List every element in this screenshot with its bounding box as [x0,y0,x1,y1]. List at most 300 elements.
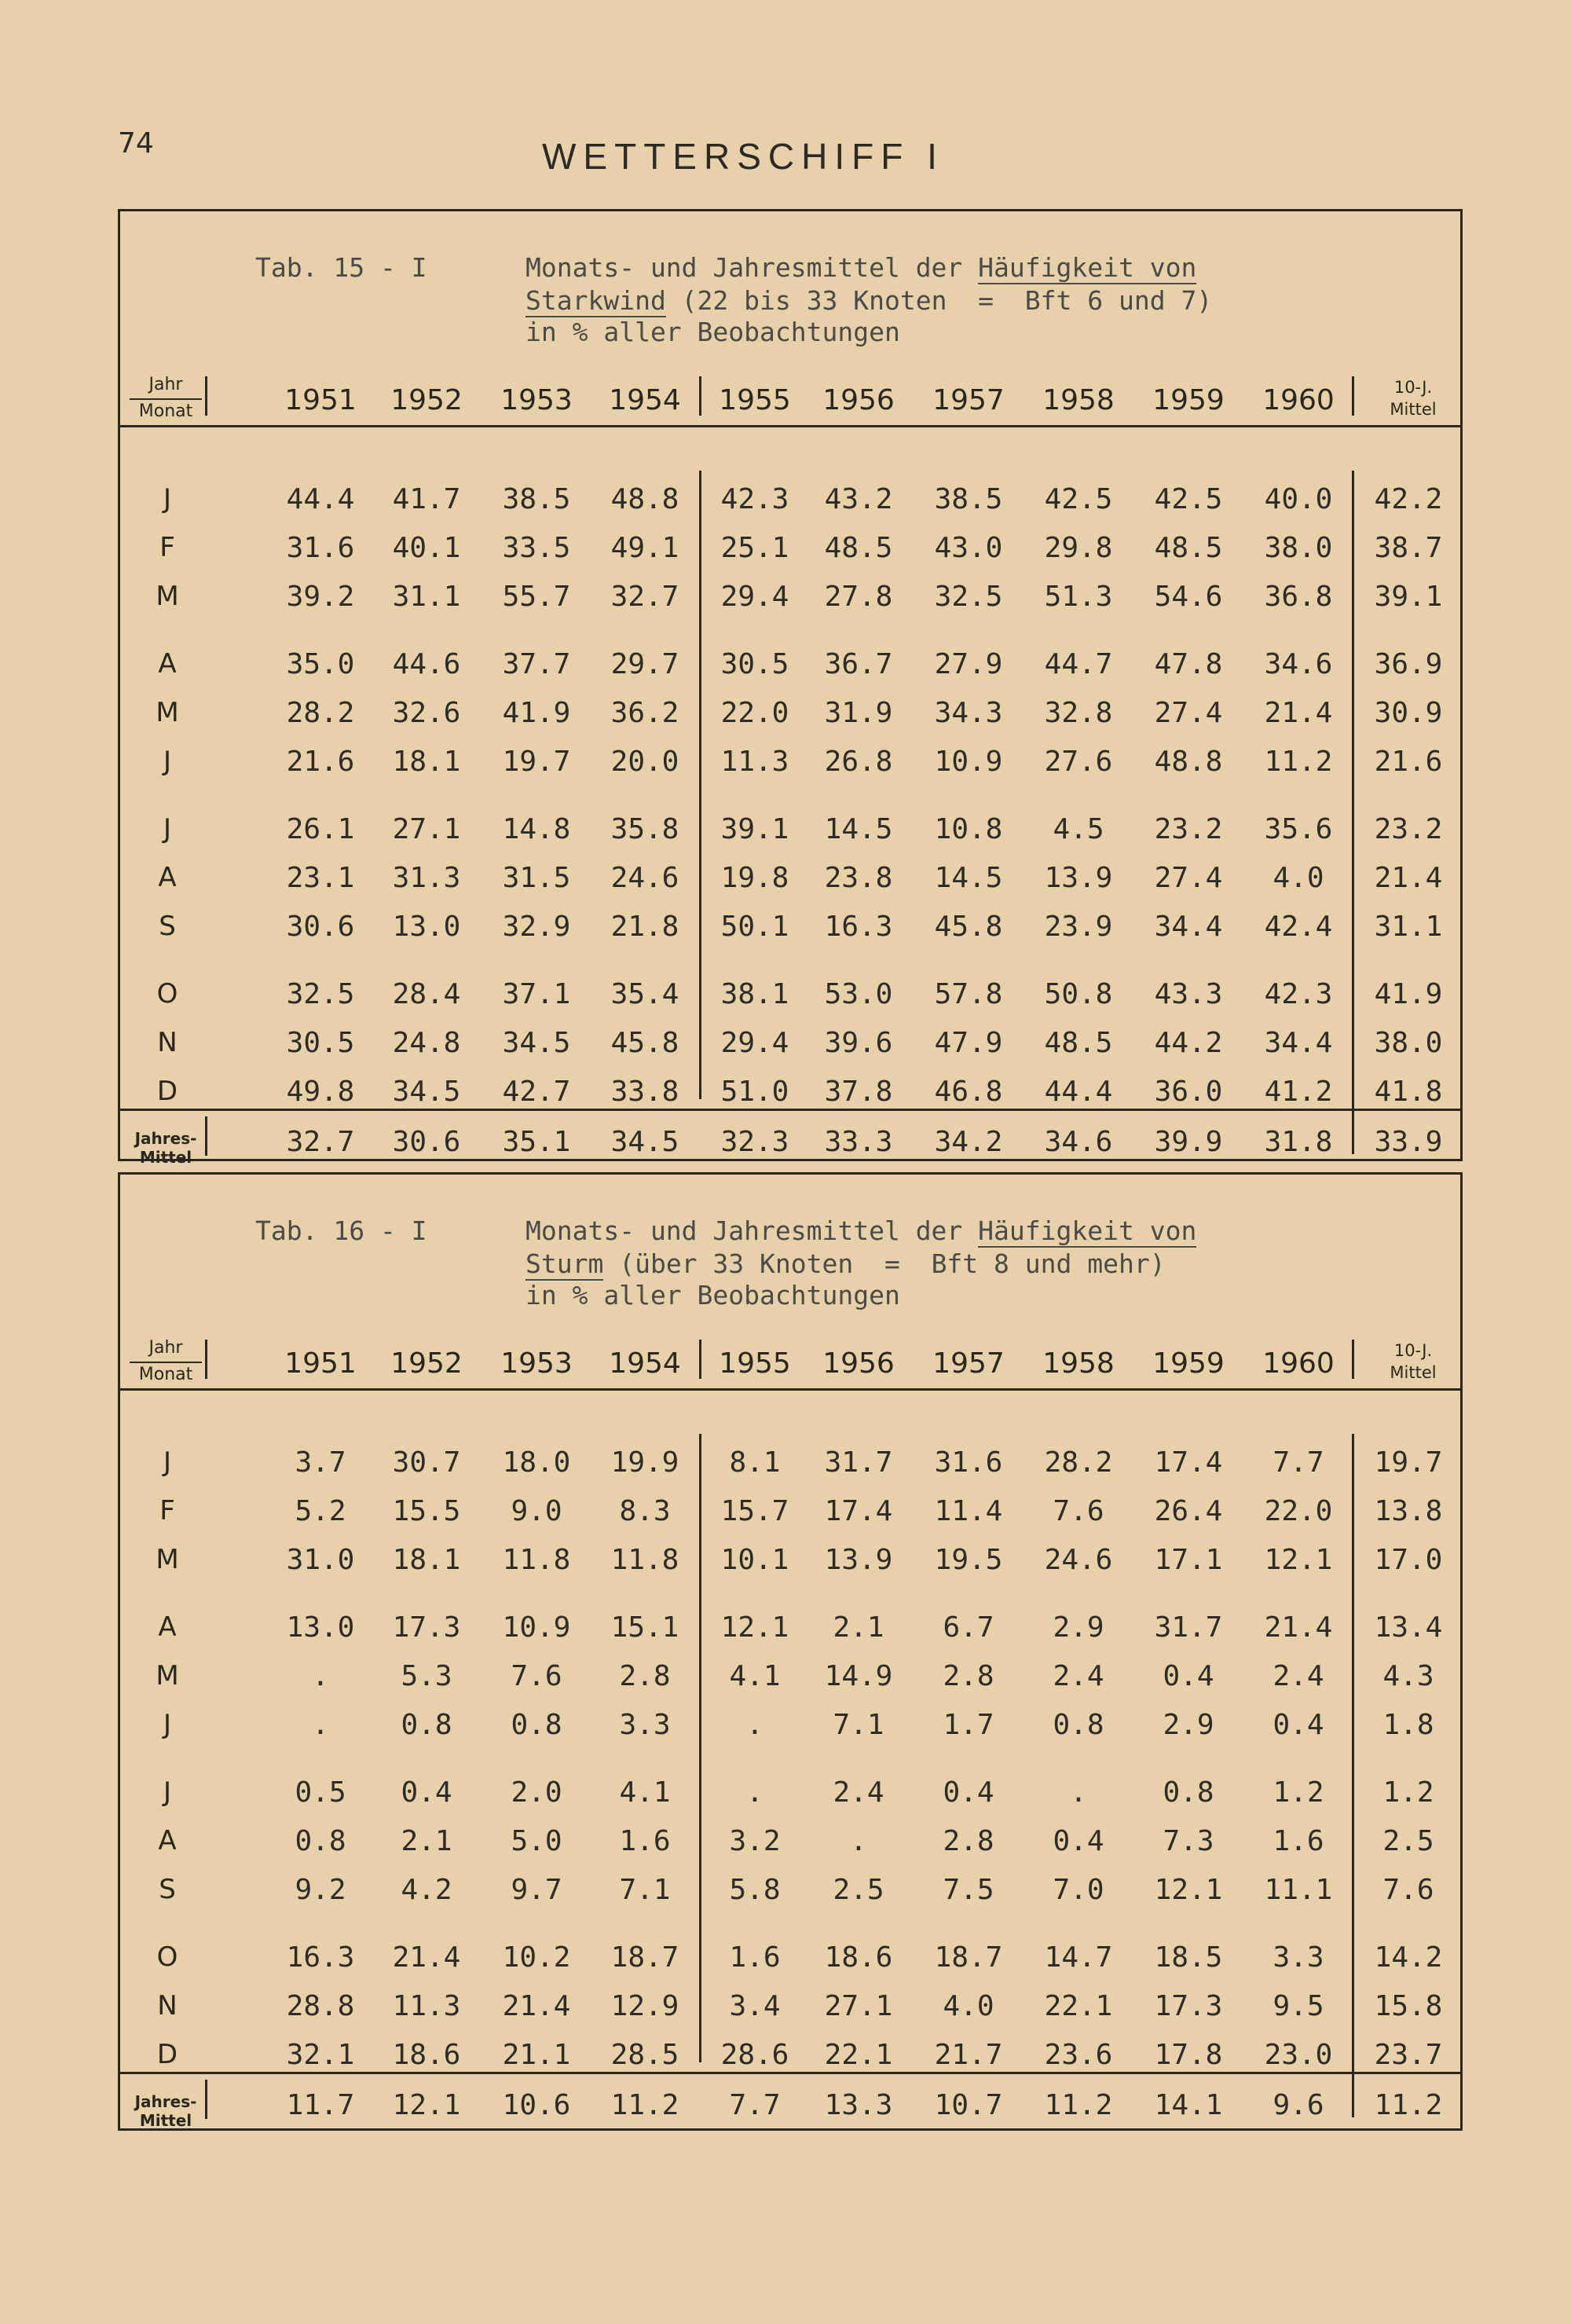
month-label: O [156,1941,178,1973]
annual-value: 11.2 [1044,2089,1113,2121]
value-cell: 22.0 [720,697,789,729]
column-divider [699,1340,701,1379]
month-label: M [156,581,179,612]
annual-label-line: Jahres- [134,1129,197,1148]
value-cell: 0.5 [295,1776,346,1809]
value-cell: 0.4 [401,1776,452,1809]
value-cell: 19.5 [934,1544,1003,1576]
annual-value: 11.7 [286,2089,355,2121]
value-cell: 18.5 [1154,1941,1223,1974]
value-cell: 21.4 [1264,1611,1333,1644]
value-cell: 14.7 [1044,1941,1113,1974]
mean-cell: 15.8 [1374,1990,1443,2022]
value-cell: 36.0 [1154,1076,1223,1108]
value-cell: 4.0 [1273,862,1324,894]
value-cell: 9.7 [511,1874,562,1906]
value-cell: 11.8 [502,1544,571,1576]
value-cell: 15.7 [720,1495,789,1527]
value-cell: 21.7 [934,2039,1003,2071]
value-cell: 26.8 [824,746,893,778]
table-number: Tab. 15 - I [255,252,427,283]
value-cell: 18.0 [502,1446,571,1479]
mean-cell: 38.7 [1374,532,1443,564]
annual-value: 34.6 [1044,1126,1113,1158]
year-header: 1956 [822,384,895,416]
value-cell: 24.8 [392,1027,461,1059]
month-label: A [158,648,177,680]
value-cell: 44.6 [392,648,461,680]
header-corner [130,1336,202,1387]
value-cell: 17.1 [1154,1544,1223,1576]
month-label: J [163,483,172,515]
value-cell: 42.3 [1264,978,1333,1010]
month-label: S [159,1874,176,1905]
value-cell: 23.9 [1044,911,1113,943]
value-cell: 0.8 [1163,1776,1214,1809]
mean-cell: 13.8 [1374,1495,1443,1527]
value-cell: 17.4 [1154,1446,1223,1479]
value-cell: 29.4 [720,581,789,613]
month-label: N [157,1027,178,1058]
year-header: 1951 [284,384,357,416]
value-cell: 2.9 [1053,1611,1104,1644]
value-cell: 49.8 [286,1076,355,1108]
value-cell: 7.1 [833,1709,884,1741]
header-separator [120,425,1460,427]
value-cell: 1.6 [729,1941,781,1974]
value-cell: 9.0 [511,1495,562,1527]
annual-label [130,1129,202,1167]
month-label: S [159,911,176,942]
value-cell: 54.6 [1154,581,1223,613]
value-cell: 35.0 [286,648,355,680]
value-cell: 44.4 [286,483,355,515]
value-cell: 6.7 [943,1611,994,1644]
value-cell: 21.1 [502,2039,571,2071]
header-corner [130,373,202,423]
value-cell: 18.7 [934,1941,1003,1974]
year-header: 1951 [284,1347,357,1380]
value-cell: 3.2 [729,1825,781,1857]
table-row [120,645,1460,692]
value-cell: 53.0 [824,978,893,1010]
value-cell: 28.5 [610,2039,679,2071]
value-cell: 35.8 [610,813,679,845]
value-cell: 43.3 [1154,978,1223,1010]
value-cell: 23.8 [824,862,893,894]
value-cell: 17.3 [1154,1990,1223,2022]
caption-line-1 [525,1215,1196,1246]
value-cell: 34.4 [1264,1027,1333,1059]
table-row [120,907,1460,955]
annual-value: 9.6 [1273,2089,1324,2121]
mean-cell: 4.3 [1382,1660,1434,1692]
value-cell: 31.6 [286,532,355,564]
value-cell: 27.4 [1154,862,1223,894]
annual-value: 10.7 [934,2089,1003,2121]
year-header: 1955 [719,384,791,416]
month-label: J [163,1446,172,1478]
mean-cell: 2.5 [1382,1825,1434,1857]
value-cell: 25.1 [720,532,789,564]
mean-cell: 39.1 [1374,581,1443,613]
value-cell: 35.6 [1264,813,1333,845]
annual-value: 13.3 [824,2089,893,2121]
mean-header [1374,1340,1452,1384]
caption-line-3: in % aller Beobachtungen [525,317,900,347]
value-cell: 23.0 [1264,2039,1333,2071]
value-cell: 31.6 [934,1446,1003,1479]
value-cell: 0.8 [1053,1709,1104,1741]
value-cell: 30.5 [720,648,789,680]
value-cell: 2.8 [943,1825,994,1857]
value-cell: 11.8 [610,1544,679,1576]
value-cell: 15.1 [610,1611,679,1644]
value-cell: 28.2 [1044,1446,1113,1479]
value-cell: 37.1 [502,978,571,1010]
column-divider [1352,1340,1354,1379]
value-cell: 35.4 [610,978,679,1010]
value-cell: 24.6 [1044,1544,1113,1576]
value-cell: . [746,1709,764,1741]
value-cell: 44.2 [1154,1027,1223,1059]
value-cell: 44.7 [1044,648,1113,680]
value-cell: 17.8 [1154,2039,1223,2071]
value-cell: 12.1 [720,1611,789,1644]
value-cell: . [312,1660,329,1692]
month-label: J [163,1709,172,1740]
value-cell: 33.8 [610,1076,679,1108]
value-cell: 21.4 [502,1990,571,2022]
value-cell: 31.0 [286,1544,355,1576]
value-cell: 42.5 [1154,483,1223,515]
year-header: 1952 [390,384,463,416]
value-cell: 18.1 [392,1544,461,1576]
value-cell: 7.0 [1053,1874,1104,1906]
header-separator [120,1388,1460,1391]
table-row [120,480,1460,527]
mean-cell: 14.2 [1374,1941,1443,1974]
value-cell: 38.5 [934,483,1003,515]
caption-text: Monats- und Jahresmittel der [525,252,979,283]
corner-jahr: Jahr [130,1336,202,1363]
value-cell: 30.6 [286,911,355,943]
value-cell: 36.2 [610,697,679,729]
value-cell: 5.0 [511,1825,562,1857]
value-cell: 10.1 [720,1544,789,1576]
table-row [120,2036,1460,2083]
value-cell: 32.7 [610,581,679,613]
value-cell: 8.3 [619,1495,671,1527]
value-cell: 37.8 [824,1076,893,1108]
value-cell: 16.3 [286,1941,355,1974]
value-cell: 15.5 [392,1495,461,1527]
value-cell: 12.9 [610,1990,679,2022]
value-cell: . [746,1776,764,1809]
annual-value: 33.3 [824,1126,893,1158]
value-cell: 11.4 [934,1495,1003,1527]
value-cell: 18.6 [824,1941,893,1974]
year-header: 1958 [1042,384,1115,416]
mean-header-line: Mittel [1390,1363,1437,1382]
mean-cell: 31.1 [1374,911,1443,943]
value-cell: 42.5 [1044,483,1113,515]
value-cell: 2.4 [1273,1660,1324,1692]
column-divider [1352,376,1354,416]
value-cell: 17.3 [392,1611,461,1644]
value-cell: 1.6 [619,1825,671,1857]
caption-text: (22 bis 33 Knoten = Bft 6 und 7) [665,285,1213,316]
month-label: N [157,1990,178,2022]
value-cell: 14.9 [824,1660,893,1692]
value-cell: 19.9 [610,1446,679,1479]
value-cell: 27.1 [392,813,461,845]
year-header: 1959 [1152,384,1225,416]
caption-underlined: Häufigkeit von [978,1215,1197,1246]
page-header: WETTERSCHIFF I [542,136,944,177]
column-header-row [120,1332,1460,1410]
value-cell: 39.1 [720,813,789,845]
value-cell: 21.4 [392,1941,461,1974]
value-cell: 17.4 [824,1495,893,1527]
value-cell: 45.8 [610,1027,679,1059]
value-cell: 2.4 [833,1776,884,1809]
caption-underlined: Sturm [525,1248,604,1279]
value-cell: 27.9 [934,648,1003,680]
value-cell: 14.8 [502,813,571,845]
value-cell: 22.0 [1264,1495,1333,1527]
mean-cell: 23.7 [1374,2039,1443,2071]
table-row [120,577,1460,625]
month-label: M [156,1544,179,1575]
value-cell: 50.8 [1044,978,1113,1010]
value-cell: 2.1 [833,1611,884,1644]
value-cell: 3.4 [729,1990,781,2022]
value-cell: 14.5 [824,813,893,845]
table-row [120,529,1460,576]
value-cell: 4.0 [943,1990,994,2022]
value-cell: 48.8 [610,483,679,515]
annual-mean-row [120,1123,1460,1170]
value-cell: 47.9 [934,1027,1003,1059]
caption-line-2 [525,1248,1166,1279]
value-cell: 23.6 [1044,2039,1113,2071]
month-label: D [156,1076,178,1107]
value-cell: 2.1 [401,1825,452,1857]
value-cell: 31.7 [1154,1611,1223,1644]
month-label: J [163,813,172,845]
value-cell: 2.4 [1053,1660,1104,1692]
annual-value: 34.2 [934,1126,1003,1158]
annual-value: 14.1 [1154,2089,1223,2121]
year-header: 1960 [1262,384,1335,416]
value-cell: 21.6 [286,746,355,778]
year-header: 1955 [719,1347,791,1380]
value-cell: 3.3 [619,1709,671,1741]
value-cell: 57.8 [934,978,1003,1010]
table-row [120,1541,1460,1588]
value-cell: 27.8 [824,581,893,613]
value-cell: 36.7 [824,648,893,680]
value-cell: 34.6 [1264,648,1333,680]
value-cell: 18.6 [392,2039,461,2071]
mean-cell: 7.6 [1382,1874,1434,1906]
value-cell: 32.9 [502,911,571,943]
month-label: F [159,532,175,563]
value-cell: 49.1 [610,532,679,564]
value-cell: 33.5 [502,532,571,564]
year-header: 1952 [390,1347,463,1380]
month-label: A [158,1825,177,1857]
value-cell: 48.8 [1154,746,1223,778]
mean-cell: 17.0 [1374,1544,1443,1576]
value-cell: 50.1 [720,911,789,943]
value-cell: 28.6 [720,2039,789,2071]
caption-line-1 [525,252,1196,283]
value-cell: 2.8 [943,1660,994,1692]
caption-text: Monats- und Jahresmittel der [525,1215,979,1246]
value-cell: 48.5 [1044,1027,1113,1059]
value-cell: 39.6 [824,1027,893,1059]
value-cell: 32.5 [286,978,355,1010]
value-cell: 16.3 [824,911,893,943]
value-cell: 4.1 [619,1776,671,1809]
caption-line-2 [525,285,1212,316]
value-cell: 2.8 [619,1660,671,1692]
value-cell: 11.2 [1264,746,1333,778]
value-cell: 9.2 [295,1874,346,1906]
value-cell: 45.8 [934,911,1003,943]
value-cell: 0.8 [295,1825,346,1857]
value-cell: 2.9 [1163,1709,1214,1741]
value-cell: 31.3 [392,862,461,894]
year-header: 1958 [1042,1347,1115,1380]
value-cell: 31.1 [392,581,461,613]
mean-cell: 19.7 [1374,1446,1443,1479]
value-cell: 10.9 [934,746,1003,778]
year-header: 1954 [609,384,681,416]
value-cell: 14.5 [934,862,1003,894]
mean-cell: 23.2 [1374,813,1443,845]
mean-cell: 1.8 [1382,1709,1434,1741]
value-cell: 18.1 [392,746,461,778]
value-cell: 2.5 [833,1874,884,1906]
mean-cell: 41.8 [1374,1076,1443,1108]
mean-cell: 13.4 [1374,1611,1443,1644]
value-cell: 8.1 [729,1446,781,1479]
value-cell: 37.7 [502,648,571,680]
month-label: O [156,978,178,1010]
value-cell: 30.7 [392,1446,461,1479]
corner-monat: Monat [138,1365,193,1384]
column-header-row [120,368,1460,447]
value-cell: 11.3 [720,746,789,778]
value-cell: 26.4 [1154,1495,1223,1527]
value-cell: 13.9 [824,1544,893,1576]
month-label: J [163,746,172,777]
mean-header [1374,376,1452,420]
value-cell: 31.7 [824,1446,893,1479]
month-label: D [156,2039,178,2070]
value-cell: 40.0 [1264,483,1333,515]
value-cell: 13.0 [286,1611,355,1644]
value-cell: 10.8 [934,813,1003,845]
value-cell: 51.3 [1044,581,1113,613]
value-cell: 22.1 [824,2039,893,2071]
value-cell: 55.7 [502,581,571,613]
table-row [120,1987,1460,2034]
value-cell: 22.1 [1044,1990,1113,2022]
month-label: A [158,862,177,893]
value-cell: 47.8 [1154,648,1223,680]
value-cell: 12.1 [1264,1544,1333,1576]
value-cell: 10.9 [502,1611,571,1644]
table-row [120,1773,1460,1820]
annual-value: 11.2 [610,2089,679,2121]
year-header: 1956 [822,1347,895,1380]
value-cell: 48.5 [1154,532,1223,564]
value-cell: 7.1 [619,1874,671,1906]
value-cell: 34.5 [392,1076,461,1108]
value-cell: 27.1 [824,1990,893,2022]
mean-cell: 36.9 [1374,648,1443,680]
year-header: 1953 [500,384,573,416]
value-cell: 41.2 [1264,1076,1333,1108]
value-cell: 44.4 [1044,1076,1113,1108]
month-label: M [156,697,179,728]
value-cell: 0.8 [511,1709,562,1741]
value-cell: 1.6 [1273,1825,1324,1857]
corner-monat: Monat [138,401,193,421]
year-header: 1954 [609,1347,681,1380]
value-cell: 7.5 [943,1874,994,1906]
value-cell: 51.0 [720,1076,789,1108]
mean-header-line: 10-J. [1393,378,1433,397]
annual-overall-mean: 11.2 [1374,2089,1443,2121]
value-cell: 3.3 [1273,1941,1324,1974]
column-divider [699,376,701,416]
value-cell: 36.8 [1264,581,1333,613]
value-cell: 30.5 [286,1027,355,1059]
annual-label-line: Jahres- [134,2092,197,2111]
value-cell: 31.5 [502,862,571,894]
year-header: 1957 [932,1347,1005,1380]
value-cell: 43.2 [824,483,893,515]
annual-value: 32.7 [286,1126,355,1158]
value-cell: 1.7 [943,1709,994,1741]
value-cell: 18.7 [610,1941,679,1974]
mean-cell: 1.2 [1382,1776,1434,1809]
table-row [120,1657,1460,1704]
table-row [120,1938,1460,1985]
value-cell: 46.8 [934,1076,1003,1108]
value-cell: 29.4 [720,1027,789,1059]
annual-value: 32.3 [720,1126,789,1158]
month-label: F [159,1495,175,1527]
value-cell: 34.3 [934,697,1003,729]
value-cell: 27.6 [1044,746,1113,778]
value-cell: 5.8 [729,1874,781,1906]
year-header: 1953 [500,1347,573,1380]
value-cell: 28.4 [392,978,461,1010]
table-row [120,1443,1460,1490]
annual-value: 7.7 [729,2089,781,2121]
value-cell: 7.7 [1273,1446,1324,1479]
year-header: 1959 [1152,1347,1225,1380]
value-cell: 19.8 [720,862,789,894]
year-header: 1960 [1262,1347,1335,1380]
value-cell: 31.9 [824,697,893,729]
